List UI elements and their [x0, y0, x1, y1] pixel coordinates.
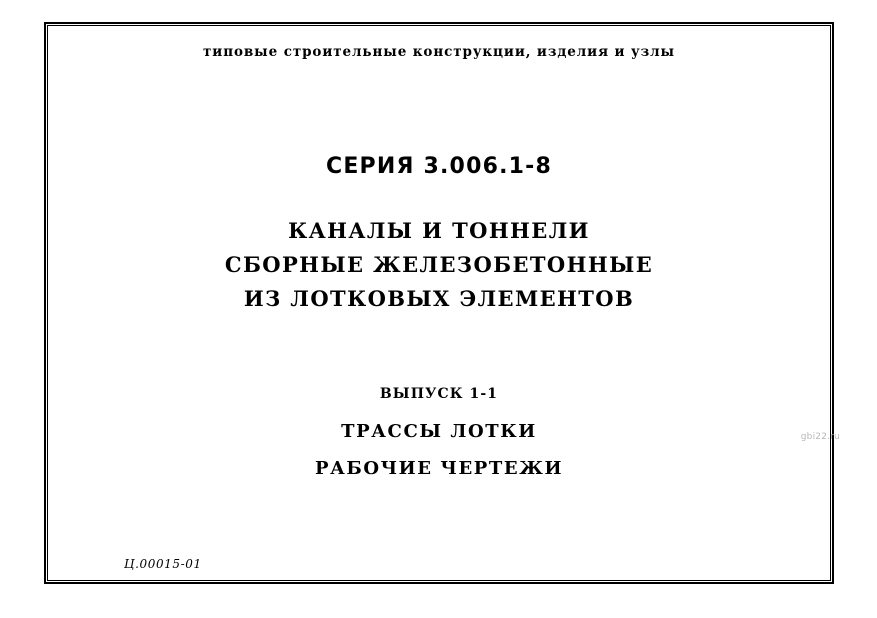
- watermark-label: gbi22.ru: [800, 432, 840, 442]
- title-page-frame: [44, 22, 834, 584]
- document-header: типовые строительные конструкции, изделия и узлы: [203, 44, 675, 60]
- document-title: [46, 214, 832, 316]
- series-number: СЕРИЯ 3.006.1-8: [325, 154, 552, 179]
- title-line-3: ИЗ ЛОТКОВЫХ ЭЛЕМЕНТОВ: [243, 286, 635, 311]
- series-block: [46, 154, 832, 179]
- issue-number: ВЫПУСК 1-1: [379, 386, 499, 402]
- issue-block: [46, 376, 832, 487]
- issue-type: РАБОЧИЕ ЧЕРТЕЖИ: [314, 458, 564, 479]
- issue-subject: ТРАССЫ ЛОТКИ: [341, 421, 537, 442]
- title-line-1: КАНАЛЫ И ТОННЕЛИ: [288, 218, 590, 243]
- document-code: Ц.00015-01: [124, 557, 202, 571]
- title-line-2: СБОРНЫЕ ЖЕЛЕЗОБЕТОННЫЕ: [224, 252, 654, 277]
